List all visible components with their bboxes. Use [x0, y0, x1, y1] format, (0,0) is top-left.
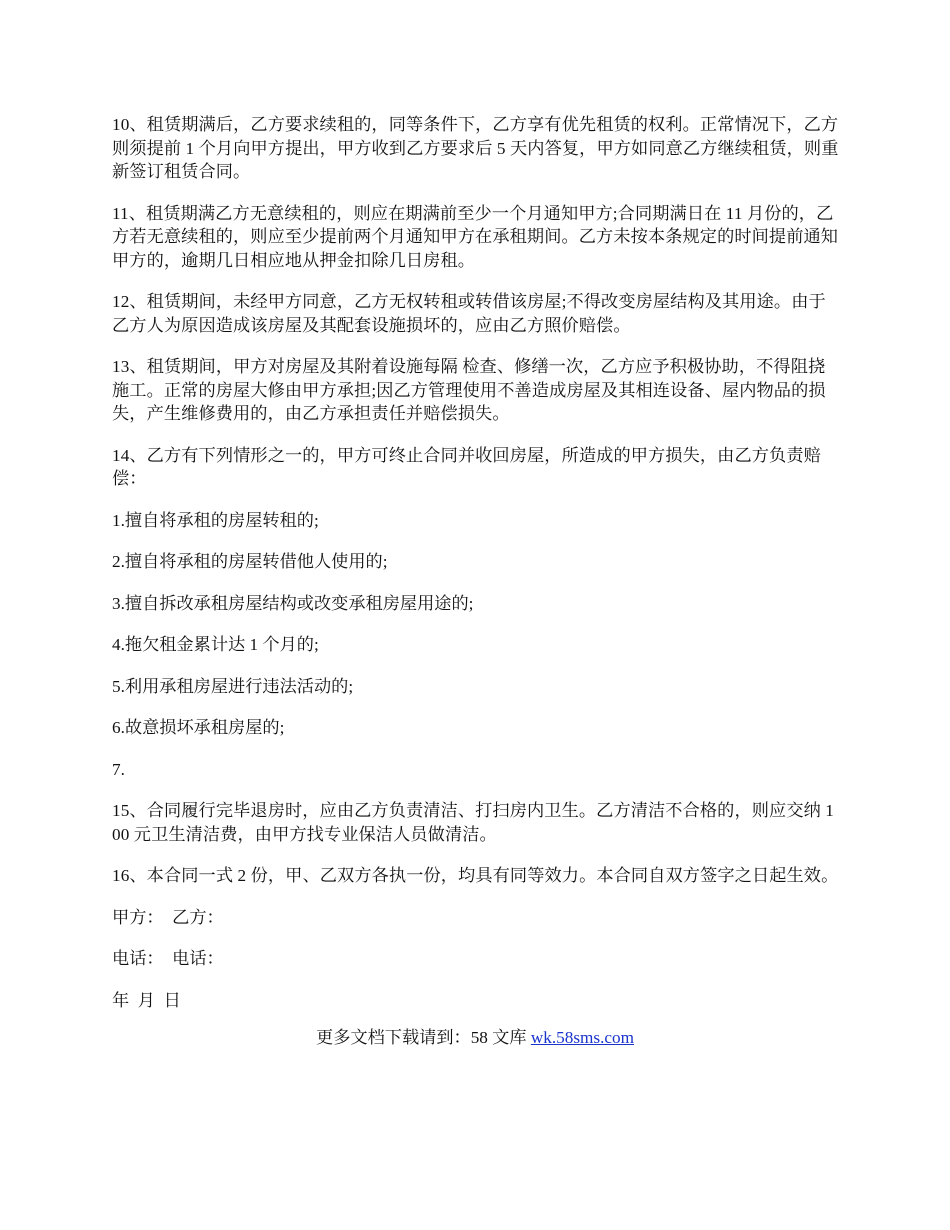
clause-10: 10、租赁期满后，乙方要求续租的，同等条件下，乙方享有优先租赁的权利。正常情况下，乙方则须提前 1 个月向甲方提出，甲方收到乙方要求后 5 天内答复，甲方如同意乙方继续租赁，则重新签订租赁合同。 [112, 115, 839, 181]
footer-link[interactable]: wk.58sms.com [530, 1028, 634, 1047]
clause-13: 13、租赁期间，甲方对房屋及其附着设施每隔 检查、修缮一次，乙方应予积极协助，不得阻挠施工。正常的房屋大修由甲方承担;因乙方管理使用不善造成房屋及其相连设备、屋内物品的损失，产生维修费用的，由乙方承担责任并赔偿损失。 [112, 357, 826, 423]
list-item: 3.擅自拆改承租房屋结构或改变承租房屋用途的; [112, 593, 474, 613]
clause-14: 14、乙方有下列情形之一的，甲方可终止合同并收回房屋，所造成的甲方损失，由乙方负责赔偿： [112, 445, 821, 488]
list-item: 2.擅自将承租的房屋转借他人使用的; [112, 552, 388, 571]
list-item: 7. [112, 759, 125, 779]
list-item: 1.擅自将承租的房屋转租的; [112, 510, 319, 530]
clause-12: 12、租赁期间，未经甲方同意，乙方无权转租或转借该房屋;不得改变房屋结构及其用途。由于乙方人为原因造成该房屋及其配套设施损坏的，应由乙方照价赔偿。 [112, 292, 826, 335]
footer-text: 更多文档下载请到：58 文库 [316, 1028, 531, 1047]
list-item: 5.利用承租房屋进行违法活动的; [112, 676, 354, 696]
list-item: 4.拖欠租金累计达 1 个月的; [112, 635, 319, 654]
signature-parties: 甲方： 乙方： [112, 907, 224, 927]
contract-page [112, 113, 842, 1030]
list-item: 6.故意损坏承租房屋的; [112, 718, 285, 737]
clause-16: 16、本合同一式 2 份，甲、乙双方各执一份，均具有同等效力。本合同自双方签字之日起生效。 [112, 866, 839, 885]
clause-11: 11、租赁期满乙方无意续租的，则应在期满前至少一个月通知甲方;合同期满日在 11 月份的，乙方若无意续租的，则应至少提前两个月通知甲方在承租期间。乙方未按本条规定的时间提前通知甲方的，逾期几日相应地从押金扣除几日房租。 [112, 203, 839, 270]
clause-15: 15、合同履行完毕退房时，应由乙方负责清洁、打扫房内卫生。乙方清洁不合格的，则应交纳 100 元卫生清洁费，由甲方找专业保洁人员做清洁。 [112, 801, 834, 844]
signature-phones: 电话： 电话： [112, 949, 224, 968]
signature-date: 年 月 日 [112, 990, 181, 1010]
footer [0, 1026, 950, 1050]
